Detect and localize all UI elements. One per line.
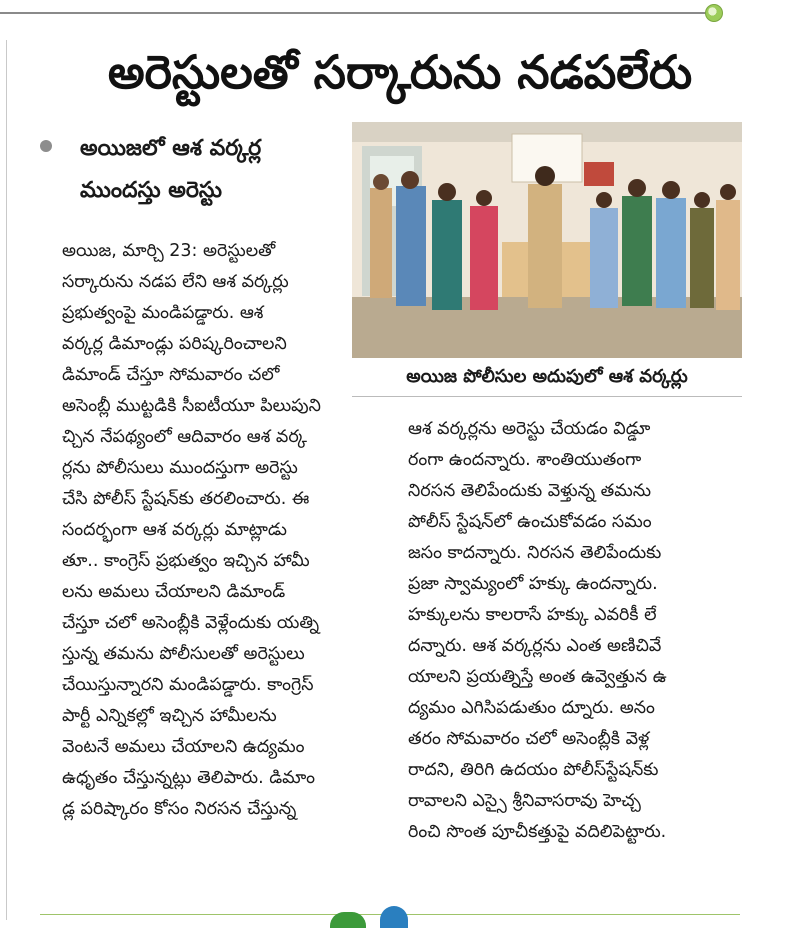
body-line: అయిజ, మార్చి 23: అరెస్టులతో (62, 241, 276, 261)
body-line: రించి సొంత పూచీకత్తుపై వదిలిపెట్టారు. (408, 822, 667, 842)
body-line: తరం సోమవారం చలో అసెంబ్లీకి వెళ్ల (408, 729, 650, 749)
body-line: సర్కారును నడప లేని ఆశ వర్కర్లు (62, 272, 289, 292)
subheading-line-1: అయిజలో ఆశ వర్కర్ల (80, 136, 262, 161)
subheading-line-2: ముందస్తు అరెస్టు (80, 178, 222, 203)
bottom-ornament-icon (380, 906, 408, 928)
body-line: రంగా ఉందన్నారు. శాంతియుతంగా (408, 450, 642, 470)
body-line: చేస్తూ చలో అసెంబ్లీకి వెళ్లేందుకు యత్ని (62, 613, 320, 633)
body-line: డ్ల పరిష్కారం కోసం నిరసన చేస్తున్న (62, 799, 297, 819)
body-line: పోలీస్ స్టేషన్‌లో ఉంచుకోవడం సమం (408, 512, 652, 532)
bottom-ornament-icon (330, 912, 366, 928)
body-line: తూ.. కాంగ్రెస్ ప్రభుత్వం ఇచ్చిన హామీ (62, 551, 310, 571)
body-line: అసెంబ్లీ ముట్టడికి సీఐటీయూ పిలుపుని (62, 396, 321, 416)
body-line: సందర్భంగా ఆశ వర్కర్లు మాట్లాడు (62, 520, 287, 540)
article-column-1 (62, 236, 374, 825)
body-line: రాదని, తిరిగి ఉదయం పోలీస్‌స్టేషన్‌కు (408, 760, 659, 780)
body-line: నిరసన తెలిపేందుకు వెళ్తున్న తమను (408, 481, 652, 501)
body-line: పార్టీ ఎన్నికల్లో ఇచ్చిన హామీలను (62, 706, 277, 726)
body-line: వెంటనే అమలు చేయాలని ఉద్యమం (62, 737, 305, 757)
body-line: దన్నారు. ఆశ వర్కర్లను ఎంత అణిచివే (408, 636, 662, 656)
body-line: చ్చిన నేపథ్యంలో ఆదివారం ఆశ వర్క (62, 427, 307, 447)
body-line: ఉధృతం చేస్తున్నట్లు తెలిపారు. డిమాం (62, 768, 315, 788)
photo-caption: అయిజ పోలీసుల అదుపులో ఆశ వర్కర్లు (406, 366, 688, 387)
body-line: యాలని ప్రయత్నిస్తే అంత ఉవ్వెత్తున ఉ (408, 667, 667, 687)
news-photo (352, 122, 742, 358)
article-subheading (40, 128, 340, 212)
body-line: ర్లను పోలీసులు ముందస్తుగా అరెస్టు (62, 458, 298, 478)
body-line: లను అమలు చేయాలని డిమాండ్ (62, 582, 286, 602)
body-line: హక్కులను కాలరాసే హక్కు ఎవరికీ లే (408, 605, 657, 625)
top-rule (0, 12, 712, 14)
body-line: ఆశ వర్కర్లను అరెస్టు చేయడం విడ్డూ (408, 419, 651, 439)
body-line: ద్యమం ఎగిసిపడుతుం ద్నూరు. అనం (408, 698, 655, 718)
article-headline: అరెస్టులతో సర్కారును నడపలేరు (107, 45, 693, 99)
body-line: ప్రభుత్వంపై మండిపడ్డారు. ఆశ (62, 303, 264, 323)
body-line: చేయిస్తున్నారని మండిపడ్డారు. కాంగ్రెస్ (62, 675, 314, 695)
body-line: వర్కర్ల డిమాండ్లు పరిష్కరించాలని (62, 334, 287, 354)
article-column-2 (408, 414, 742, 848)
left-margin-rule (6, 40, 7, 920)
body-line: ప్రజా స్వామ్యంలో హక్కు ఉందన్నారు. (408, 574, 658, 594)
body-line: జసం కాదన్నారు. నిరసన తెలిపేందుకు (408, 543, 662, 563)
body-line: రావాలని ఎస్సై శ్రీనివాసరావు హెచ్చ (408, 791, 641, 811)
caption-rule (352, 396, 742, 397)
body-line: స్తున్న తమను పోలీసులతో అరెస్టులు (62, 644, 305, 664)
body-line: చేసి పోలీస్ స్టేషన్‌కు తరలించారు. ఈ (62, 489, 310, 509)
corner-ornament-icon (705, 4, 723, 22)
body-line: డిమాండ్ చేస్తూ సోమవారం చలో (62, 365, 280, 385)
